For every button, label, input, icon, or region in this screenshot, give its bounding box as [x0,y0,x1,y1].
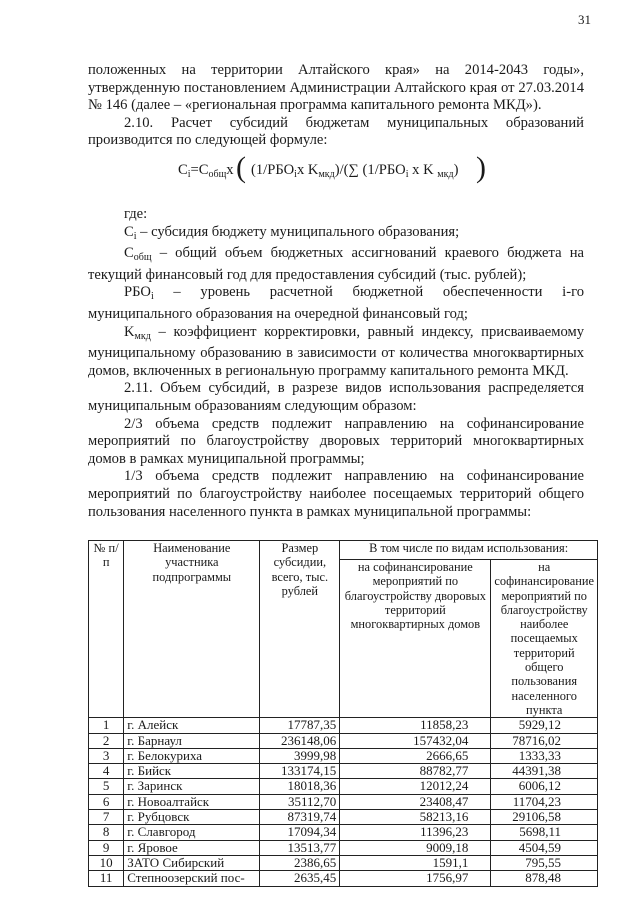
cell-no: 3 [89,748,124,763]
paragraph-2-10: 2.10. Расчет субсидий бюджетам муниципальных образований производится по следующей формуле: [88,114,584,149]
cell-size: 17787,35 [260,718,340,733]
cell-a: 1591,1 [340,855,491,870]
header-size: Размер субсидии, всего, тыс. рублей [260,541,340,718]
table-row [89,825,598,840]
cell-no: 11 [89,871,124,886]
cell-b: 5929,12 [491,718,598,733]
cell-a: 23408,47 [340,794,491,809]
table-row [89,718,598,733]
formula-rhs: ($1/РБО_ix$ $K_{мкд})/(\sum$ ($1/РБО_i$ x K $_{мкд}$) [251,162,459,180]
cell-b: 44391,38 [491,764,598,779]
cell-size: 13513,77 [260,840,340,855]
cell-name: Степноозерский пос- [124,871,260,886]
cell-b: 29106,58 [491,810,598,825]
cell-a: 9009,18 [340,840,491,855]
cell-a: 157432,04 [340,733,491,748]
header-no: № п/п [89,541,124,718]
cell-size: 133174,15 [260,764,340,779]
paragraph-continuation: положенных на территории Алтайского края» на 2014-2043 годы», утвержденную постановлением Администрации Алтайского края от 27.03.2014 № 146 (далее – «региональная программа капитального ремонта МКД»). [88,62,584,114]
table-row [89,794,598,809]
cell-no: 7 [89,810,124,825]
page-number: 31 [578,12,591,27]
header-name: Наименование участника подпрограммы [124,541,260,718]
cell-size: 236148,06 [260,733,340,748]
cell-name: г. Новоалтайск [124,794,260,809]
cell-no: 1 [89,718,124,733]
definitions-block [88,206,584,521]
cell-size: 3999,98 [260,748,340,763]
header-col-a: на софинансирование мероприятий по благоустройству дворовых территорий многоквартирных домов [340,560,491,718]
definition-k: $K_{мкд}$ – коэффициент корректировки, равный индексу, присваиваемому муниципальному образованию в зависимости от количества многоквартирных домов, включенных в региональную программу капитального ремонта МКД. [88,323,584,379]
cell-a: 2666,65 [340,748,491,763]
table-row [89,748,598,763]
cell-no: 9 [89,840,124,855]
cell-no: 8 [89,825,124,840]
cell-size: 2635,45 [260,871,340,886]
cell-a: 1756,97 [340,871,491,886]
paragraph-two-thirds: 2/3 объема средств подлежит направлению на софинансирование мероприятий по благоустройству дворовых территорий многоквартирных домов в рамках муниципальной программы; [88,415,584,467]
formula-lhs: $C_i=C_{общ}x$ [178,162,234,180]
subsidy-formula [178,151,498,188]
cell-name: г. Бийск [124,764,260,779]
table-header-row [89,541,598,560]
cell-name: г. Белокуриха [124,748,260,763]
cell-b: 1333,33 [491,748,598,763]
cell-size: 35112,70 [260,794,340,809]
cell-b: 6006,12 [491,779,598,794]
table-row [89,733,598,748]
cell-name: г. Рубцовск [124,810,260,825]
cell-a: 58213,16 [340,810,491,825]
paragraph-one-third: 1/3 объема средств подлежит направлению на софинансирование мероприятий по благоустройству наиболее посещаемых территорий общего пользования населенного пункта в рамках муниципальной программы: [88,468,584,520]
table-row [89,871,598,886]
cell-no: 2 [89,733,124,748]
cell-size: 17094,34 [260,825,340,840]
definition-ci: $C_i$ – субсидия бюджету муниципального образования; [124,223,460,242]
intro-block [88,62,584,150]
paragraph-2-11: 2.11. Объем субсидий, в разрезе видов использования распределяется муниципальным образованиям следующим образом: [88,380,584,414]
table-row [89,840,598,855]
cell-name: г. Алейск [124,718,260,733]
cell-name: г. Яровое [124,840,260,855]
cell-b: 4504,59 [491,840,598,855]
cell-size: 18018,36 [260,779,340,794]
subsidy-distribution-table [88,540,598,887]
cell-no: 5 [89,779,124,794]
cell-name: г. Славгород [124,825,260,840]
cell-name: ЗАТО Сибирский [124,855,260,870]
definition-rbo: $РБО_i$ – уровень расчетной бюджетной обеспеченности i-го муниципального образования на очередной финансовый год; [88,284,584,322]
table-row [89,855,598,870]
cell-a: 11396,23 [340,825,491,840]
header-col-b: на софинансирование мероприятий по благоустройству наиболее посещаемых территорий общего пользования населенного пункта [491,560,598,718]
cell-no: 10 [89,855,124,870]
cell-no: 4 [89,764,124,779]
cell-a: 12012,24 [340,779,491,794]
cell-b: 78716,02 [491,733,598,748]
cell-b: 795,55 [491,855,598,870]
right-brace-icon: ) [476,151,486,184]
definition-cob: $C_{общ}$ – общий объем бюджетных ассигнований краевого бюджета на текущий финансовый год для предоставления субсидий (тыс. рублей); [88,245,584,283]
table-body [89,718,598,886]
table-row [89,764,598,779]
header-group: В том числе по видам использования: [340,541,598,560]
cell-name: г. Барнаул [124,733,260,748]
cell-b: 878,48 [491,871,598,886]
where-label: где: [124,206,148,222]
table-row [89,810,598,825]
cell-no: 6 [89,794,124,809]
cell-a: 88782,77 [340,764,491,779]
table-row [89,779,598,794]
cell-b: 5698,11 [491,825,598,840]
cell-size: 87319,74 [260,810,340,825]
cell-name: г. Заринск [124,779,260,794]
cell-b: 11704,23 [491,794,598,809]
left-brace-icon: ( [236,151,246,184]
cell-size: 2386,65 [260,855,340,870]
cell-a: 11858,23 [340,718,491,733]
